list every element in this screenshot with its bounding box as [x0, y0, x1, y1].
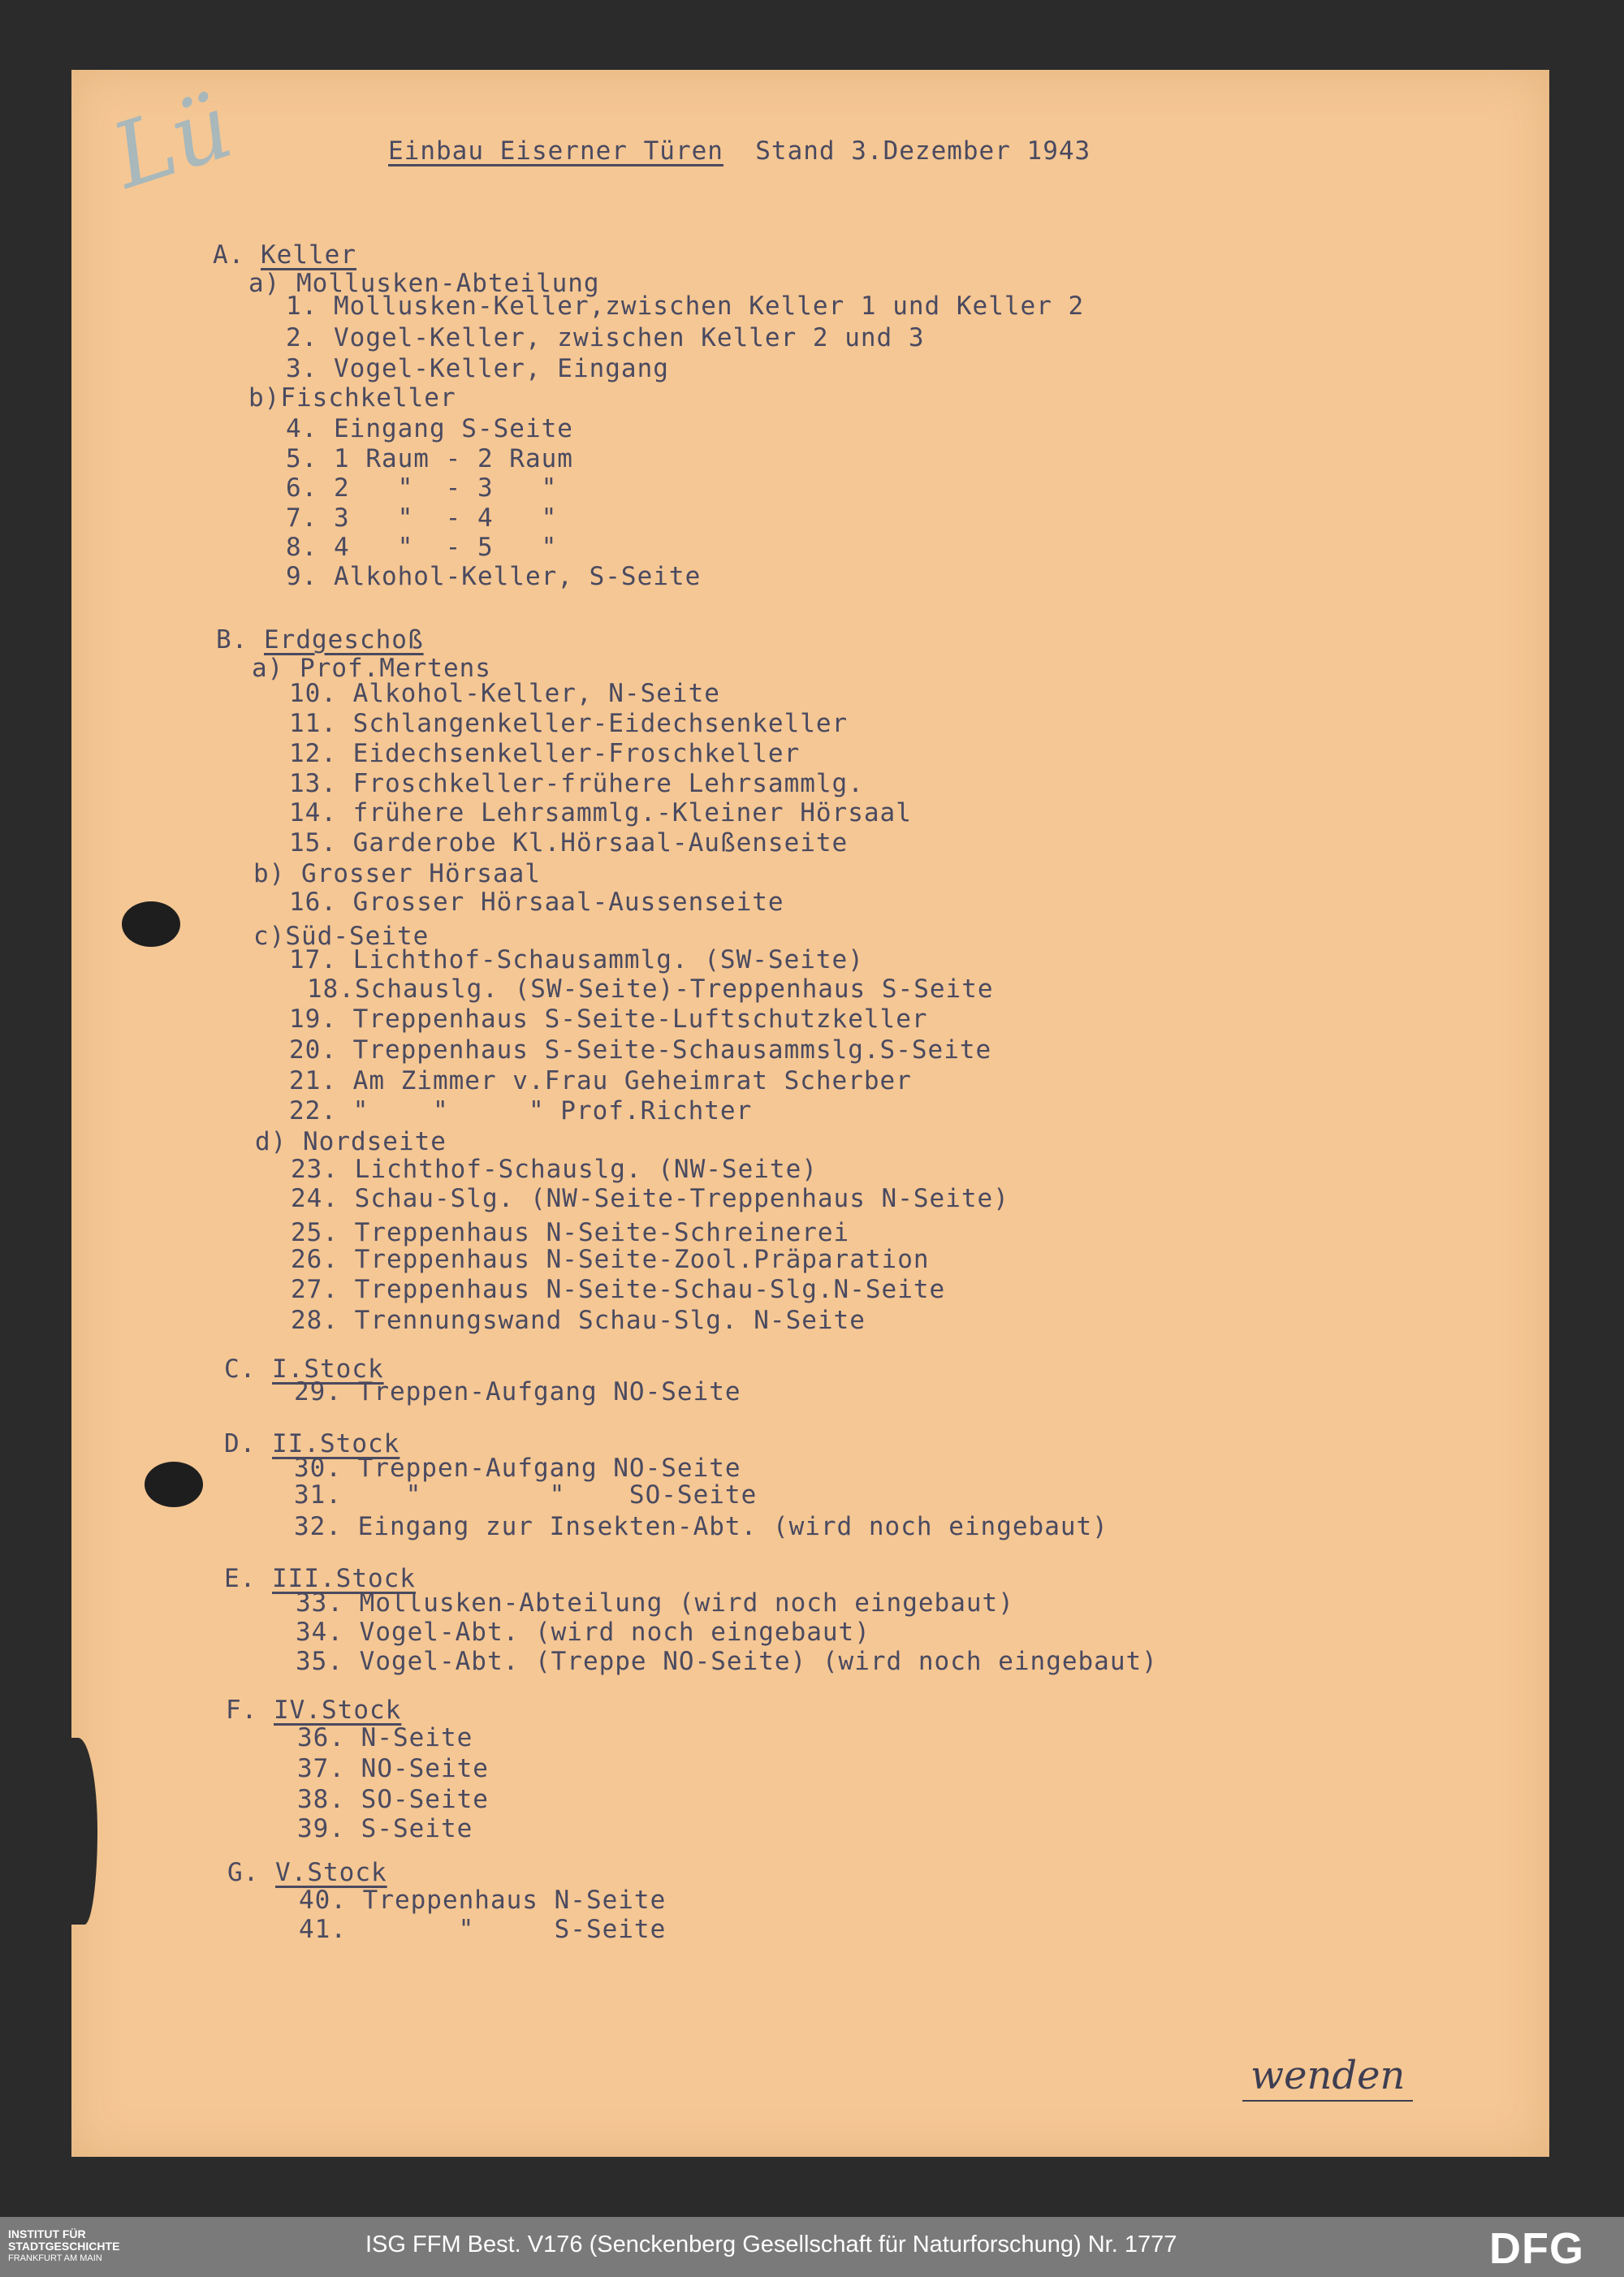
list-item: 31. " " SO-Seite — [294, 1480, 758, 1510]
section-d-name: II.Stock — [272, 1429, 400, 1458]
ink-blot-2 — [145, 1462, 203, 1507]
list-item: 21. Am Zimmer v.Frau Geheimrat Scherber — [289, 1066, 912, 1095]
list-item: 7. 3 " - 4 " — [286, 503, 558, 533]
subsection-b-d: d) Nordseite — [255, 1127, 447, 1156]
document-date: Stand 3.Dezember 1943 — [755, 136, 1091, 166]
archive-footer — [0, 2217, 1624, 2277]
subsection-b-c: c)Süd-Seite — [253, 922, 430, 951]
list-item: 41. " S-Seite — [299, 1915, 667, 1944]
list-item: 32. Eingang zur Insekten-Abt. (wird noch eingebaut) — [294, 1512, 1108, 1541]
document-heading — [388, 136, 1091, 166]
subsection-b-a: a) Prof.Mertens — [252, 654, 491, 683]
list-item: 35. Vogel-Abt. (Treppe NO-Seite) (wird noch eingebaut) — [296, 1647, 1158, 1676]
section-g: G. V.Stock — [227, 1858, 387, 1887]
section-c: C. I.Stock — [224, 1355, 384, 1384]
pencil-annotation: Lü — [100, 73, 244, 210]
section-b: B. Erdgeschoß — [216, 625, 424, 655]
list-item: 13. Froschkeller-frühere Lehrsammlg. — [289, 769, 864, 798]
list-item: 20. Treppenhaus S-Seite-Schausammslg.S-Seite — [289, 1035, 992, 1065]
list-item: 26. Treppenhaus N-Seite-Zool.Präparation — [291, 1245, 930, 1274]
list-item: 40. Treppenhaus N-Seite — [299, 1886, 667, 1915]
section-e: E. III.Stock — [224, 1564, 416, 1593]
list-item: 25. Treppenhaus N-Seite-Schreinerei — [291, 1218, 850, 1247]
section-e-name: III.Stock — [272, 1564, 416, 1593]
subsection-b-b: b) Grosser Hörsaal — [253, 859, 541, 888]
list-item: 16. Grosser Hörsaal-Aussenseite — [289, 888, 784, 917]
section-a-name: Keller — [261, 240, 356, 270]
list-item: 15. Garderobe Kl.Hörsaal-Außenseite — [289, 828, 849, 858]
list-item: 9. Alkohol-Keller, S-Seite — [286, 562, 702, 591]
list-item: 14. frühere Lehrsammlg.-Kleiner Hörsaal — [289, 798, 912, 827]
handwritten-note: wenden — [1242, 2053, 1413, 2102]
list-item: 27. Treppenhaus N-Seite-Schau-Slg.N-Seite — [291, 1275, 946, 1304]
ink-blot-1 — [122, 901, 180, 947]
section-c-name: I.Stock — [272, 1355, 384, 1384]
section-a: A. Keller — [213, 240, 356, 270]
list-item: 30. Treppen-Aufgang NO-Seite — [294, 1454, 741, 1483]
list-item: 5. 1 Raum - 2 Raum — [286, 444, 573, 473]
list-item: 22. " " " Prof.Richter — [289, 1096, 753, 1126]
list-item: 12. Eidechsenkeller-Froschkeller — [289, 739, 801, 768]
list-item: 29. Treppen-Aufgang NO-Seite — [294, 1377, 741, 1406]
list-item: 38. SO-Seite — [297, 1785, 489, 1814]
list-item: 28. Trennungswand Schau-Slg. N-Seite — [291, 1306, 866, 1335]
subsection-a-b: b)Fischkeller — [248, 383, 456, 413]
list-item: 17. Lichthof-Schausammlg. (SW-Seite) — [289, 945, 864, 974]
list-item: 6. 2 " - 3 " — [286, 473, 558, 503]
list-item: 18.Schauslg. (SW-Seite)-Treppenhaus S-Seite — [307, 974, 994, 1004]
list-item: 10. Alkohol-Keller, N-Seite — [289, 679, 720, 708]
subsection-a-a: a) Mollusken-Abteilung — [248, 269, 600, 298]
list-item: 24. Schau-Slg. (NW-Seite-Treppenhaus N-Seite) — [291, 1184, 1009, 1213]
list-item: 19. Treppenhaus S-Seite-Luftschutzkeller — [289, 1005, 928, 1034]
institution-logo: INSTITUT FÜR STADTGESCHICHTE FRANKFURT AM MAIN — [8, 2227, 120, 2263]
section-d: D. II.Stock — [224, 1429, 400, 1458]
list-item: 8. 4 " - 5 " — [286, 533, 558, 562]
list-item: 3. Vogel-Keller, Eingang — [286, 354, 669, 383]
list-item: 23. Lichthof-Schauslg. (NW-Seite) — [291, 1155, 818, 1184]
list-item: 36. N-Seite — [297, 1723, 473, 1752]
document-title: Einbau Eiserner Türen — [388, 136, 723, 166]
list-item: 2. Vogel-Keller, zwischen Keller 2 und 3 — [286, 323, 925, 352]
list-item: 39. S-Seite — [297, 1814, 473, 1843]
list-item: 1. Mollusken-Keller,zwischen Keller 1 und Keller 2 — [286, 292, 1085, 321]
list-item: 37. NO-Seite — [297, 1754, 489, 1783]
list-item: 4. Eingang S-Seite — [286, 414, 573, 443]
section-f: F. IV.Stock — [226, 1696, 402, 1725]
list-item: 33. Mollusken-Abteilung (wird noch eingebaut) — [296, 1588, 1014, 1618]
section-f-name: IV.Stock — [274, 1696, 402, 1725]
list-item: 11. Schlangenkeller-Eidechsenkeller — [289, 709, 849, 738]
section-g-name: V.Stock — [275, 1858, 387, 1887]
dfg-logo: DFG — [1489, 2224, 1584, 2273]
archive-caption: ISG FFM Best. V176 (Senckenberg Gesellschaft für Naturforschung) Nr. 1777 — [365, 2232, 1177, 2258]
section-b-name: Erdgeschoß — [264, 625, 424, 655]
list-item: 34. Vogel-Abt. (wird noch eingebaut) — [296, 1618, 870, 1647]
